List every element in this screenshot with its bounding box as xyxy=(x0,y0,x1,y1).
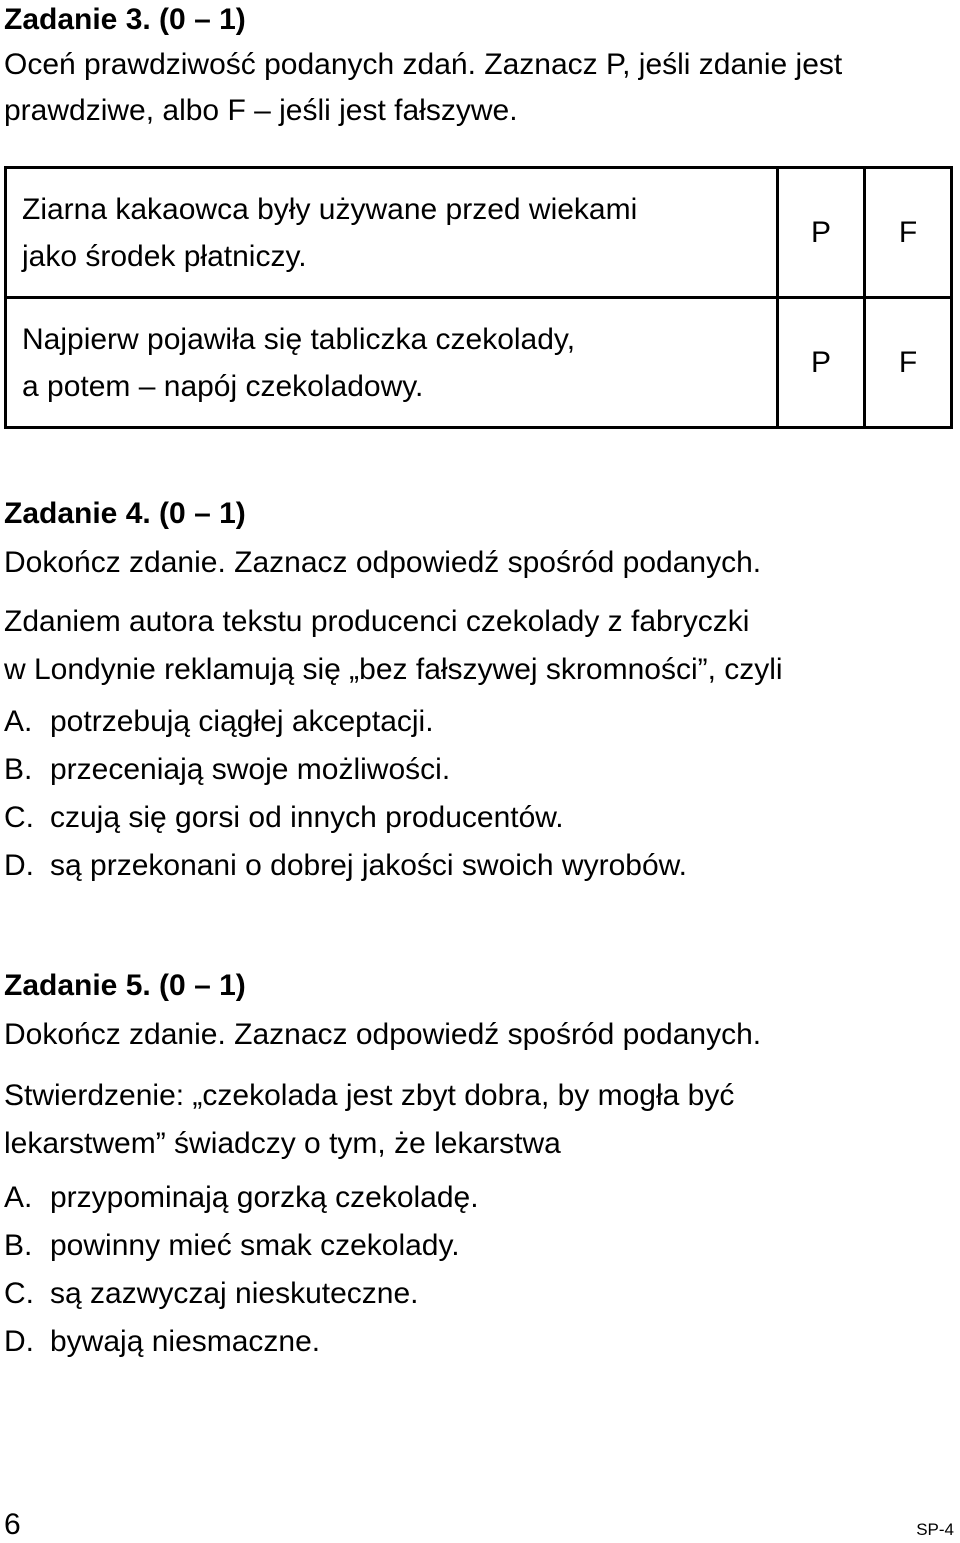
task-5-option-a[interactable] xyxy=(4,1174,954,1222)
task-4-question-line-2: w Londynie reklamują się „bez fałszywej skromności”, czyli xyxy=(4,653,783,686)
option-text: bywają niesmaczne. xyxy=(50,1325,321,1358)
option-text: czują się gorsi od innych producentów. xyxy=(50,801,564,834)
option-letter: A. xyxy=(4,705,33,738)
task-4-instruction: Dokończ zdanie. Zaznacz odpowiedź spośród podanych. xyxy=(4,546,762,579)
statement-1 xyxy=(6,168,778,298)
task-4-option-c[interactable] xyxy=(4,794,954,842)
option-text: są zazwyczaj nieskuteczne. xyxy=(50,1277,419,1310)
task-5-instruction: Dokończ zdanie. Zaznacz odpowiedź spośród podanych. xyxy=(4,1018,762,1051)
option-letter: C. xyxy=(4,1277,34,1310)
task-4-title: Zadanie 4. (0 – 1) xyxy=(4,497,246,530)
option-letter: C. xyxy=(4,801,34,834)
statement-1-true-option[interactable]: P xyxy=(778,168,865,298)
option-text: potrzebują ciągłej akceptacji. xyxy=(50,705,434,738)
task-5-question-line-2: lekarstwem” świadczy o tym, że lekarstwa xyxy=(4,1127,561,1160)
task-5-title: Zadanie 5. (0 – 1) xyxy=(4,969,246,1002)
task-4-option-a[interactable] xyxy=(4,698,954,746)
statement-1-line-2: jako środek płatniczy. xyxy=(22,239,307,273)
task-4-option-d[interactable] xyxy=(4,842,954,890)
task-4 xyxy=(4,496,954,890)
option-letter: B. xyxy=(4,753,33,786)
option-letter: D. xyxy=(4,1325,34,1358)
option-text: przypominają gorzką czekoladę. xyxy=(50,1181,479,1214)
task-5 xyxy=(4,968,954,1366)
exam-code: SP-4 xyxy=(916,1520,954,1539)
statement-2-line-2: a potem – napój czekoladowy. xyxy=(22,369,424,403)
option-letter: A. xyxy=(4,1181,33,1214)
option-letter: D. xyxy=(4,849,34,882)
task-3-title: Zadanie 3. (0 – 1) xyxy=(4,3,246,36)
option-letter: B. xyxy=(4,1229,33,1262)
option-text: są przekonani o dobrej jakości swoich wyrobów. xyxy=(50,849,687,882)
table-row xyxy=(6,298,952,428)
option-text: powinny mieć smak czekolady. xyxy=(50,1229,460,1262)
task-5-option-b[interactable] xyxy=(4,1222,954,1270)
statement-2-line-1: Najpierw pojawiła się tabliczka czekolady, xyxy=(22,322,576,356)
table-row xyxy=(6,168,952,298)
task-5-options xyxy=(4,1174,954,1366)
statement-2 xyxy=(6,298,778,428)
task-5-question xyxy=(4,1072,954,1168)
statement-2-false-option[interactable]: F xyxy=(865,298,952,428)
task-4-options xyxy=(4,698,954,890)
task-4-question-line-1: Zdaniem autora tekstu producenci czekolady z fabryczki xyxy=(4,605,750,638)
statement-1-line-1: Ziarna kakaowca były używane przed wiekami xyxy=(22,192,638,226)
statement-1-false-option[interactable]: F xyxy=(865,168,952,298)
task-5-option-d[interactable] xyxy=(4,1318,954,1366)
option-text: przeceniają swoje możliwości. xyxy=(50,753,451,786)
task-4-question xyxy=(4,598,954,694)
task-4-option-b[interactable] xyxy=(4,746,954,794)
task-5-option-c[interactable] xyxy=(4,1270,954,1318)
task-3-instruction: Oceń prawdziwość podanych zdań. Zaznacz P, jeśli zdanie jest prawdziwe, albo F – jeśli jest fałszywe. xyxy=(4,48,843,127)
task-5-question-line-1: Stwierdzenie: „czekolada jest zbyt dobra, by mogła być xyxy=(4,1079,735,1112)
page-number: 6 xyxy=(4,1508,21,1541)
true-false-table xyxy=(4,166,953,429)
statement-2-true-option[interactable]: P xyxy=(778,298,865,428)
